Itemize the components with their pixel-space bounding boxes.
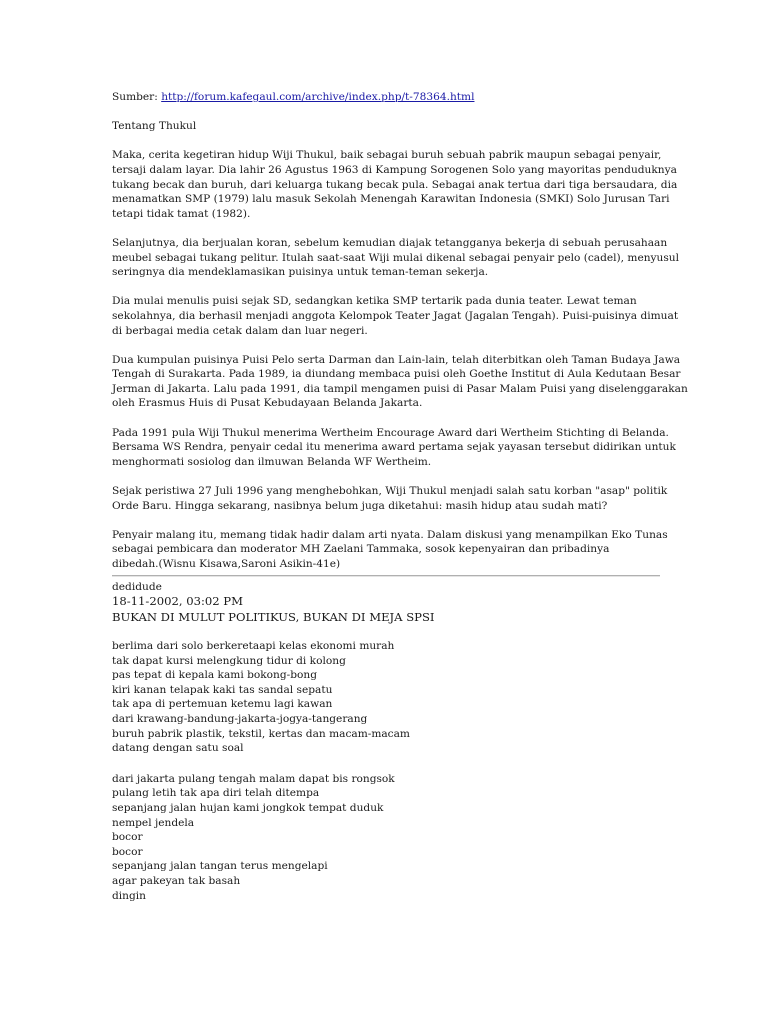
article-heading: Tentang Thukul [112,120,197,133]
paragraph: Maka, cerita kegetiran hidup Wiji Thukul, baik sebagai buruh sebuah pabrik maupun sebagai penyair, tersaji dalam layar. Dia lahir 26 Agustus 1963 di Kampung Sorogenen Solo yang mayoritas penduduknya tukang becak dan buruh, dari keluarga tukang becak pula. Sebagai anak tertua dari tiga bersaudara, dia menamatkan SMP (1979) lalu masuk Sekolah Menengah Karawitan Indonesia (SMKI) Solo Jurusan Tari tetapi tidak tamat (1982). [112,149,678,220]
poem-line: sepanjang jalan hujan kami jongkok tempat duduk [112,801,384,814]
document-page [112,90,688,903]
poem-line: agar pakeyan tak basah [112,874,241,887]
poem-line: sepanjang jalan tangan terus mengelapi [112,860,328,873]
paragraph: Penyair malang itu, memang tidak hadir dalam arti nyata. Dalam diskusi yang menampilkan Eko Tunas sebagai pembicara dan moderator MH Zaelani Tammaka, sosok kepenyairan dan pribadinya dibedah.(Wisnu Kisawa,Saroni Asikin-41e) [112,528,668,570]
poem-line: berlima dari solo berkeretaapi kelas ekonomi murah [112,640,395,652]
poem-line: bocor [112,845,143,858]
source-label: Sumber: [112,91,162,103]
paragraph: Dia mulai menulis puisi sejak SD, sedangkan ketika SMP tertarik pada dunia teater. Lewat teman sekolahnya, dia berhasil menjadi anggota Kelompok Teater Jagat (Jagalan Tengah). Puisi-puisinya dimuat di berbagai media cetak dalam dan luar negeri. [112,295,679,337]
forum-post [112,580,660,904]
poem-stanza [112,772,660,903]
post-title: BUKAN DI MULUT POLITIKUS, BUKAN DI MEJA SPSI [112,609,435,624]
article-body [112,148,688,571]
paragraph: Pada 1991 pula Wiji Thukul menerima Wertheim Encourage Award dari Wertheim Stichting di Belanda. Bersama WS Rendra, penyair cedal itu menerima award pertama sejak yayasan tersebut didirikan untuk menghormati sosiolog dan ilmuwan Belanda WF Wertheim. [112,426,676,468]
paragraph: Dua kumpulan puisinya Puisi Pelo serta Darman dan Lain-lain, telah diterbitkan oleh Taman Budaya Jawa Tengah di Surakarta. Pada 1989, ia diundang membaca puisi oleh Goethe Institut di Aula Kedutaan Besar Jerman di Jakarta. Lalu pada 1991, dia tampil mengamen puisi di Pasar Malam Puisi yang diselenggarakan oleh Erasmus Huis di Pusat Kebudayaan Belanda Jakarta. [112,353,688,410]
poem-line: tak apa di pertemuan ketemu lagi kawan [112,698,333,711]
paragraph: Sejak peristiwa 27 Juli 1996 yang menghebohkan, Wiji Thukul menjadi salah satu korban "asap" politik Orde Baru. Hingga sekarang, nasibnya belum juga diketahui: masih hidup atau sudah mati? [112,485,668,512]
poem-line: pas tepat di kepala kami bokong-bong [112,669,317,682]
poem-line: dari krawang-bandung-jakarta-jogya-tangerang [112,712,368,725]
post-divider [112,575,660,577]
source-link[interactable]: http://forum.kafegaul.com/archive/index.php/t-78364.html [161,91,475,103]
poem-line: pulang letih tak apa diri telah ditempa [112,787,320,800]
poem-line: tak dapat kursi melengkung tidur di kolong [112,654,346,667]
post-author: dedidude [112,580,162,593]
poem [112,639,660,903]
poem-line: datang dengan satu soal [112,742,244,755]
poem-stanza [112,639,660,756]
post-datetime: 18-11-2002, 03:02 PM [112,594,243,609]
poem-line: kiri kanan telapak kaki tas sandal sepatu [112,683,333,696]
poem-line: bocor [112,831,143,844]
poem-line: dari jakarta pulang tengah malam dapat bis rongsok [112,772,395,785]
poem-line: buruh pabrik plastik, tekstil, kertas dan macam-macam [112,727,410,740]
poem-line: dingin [112,889,146,902]
poem-line: nempel jendela [112,816,195,829]
source-line [112,90,660,105]
paragraph: Selanjutnya, dia berjualan koran, sebelum kemudian diajak tetangganya bekerja di sebuah perusahaan meubel sebagai tukang pelitur. Itulah saat-saat Wiji mulai dikenal sebagai penyair pelo (cadel), menyusul seringnya dia mendeklamasikan puisinya untuk teman-teman sekerja. [112,236,680,279]
